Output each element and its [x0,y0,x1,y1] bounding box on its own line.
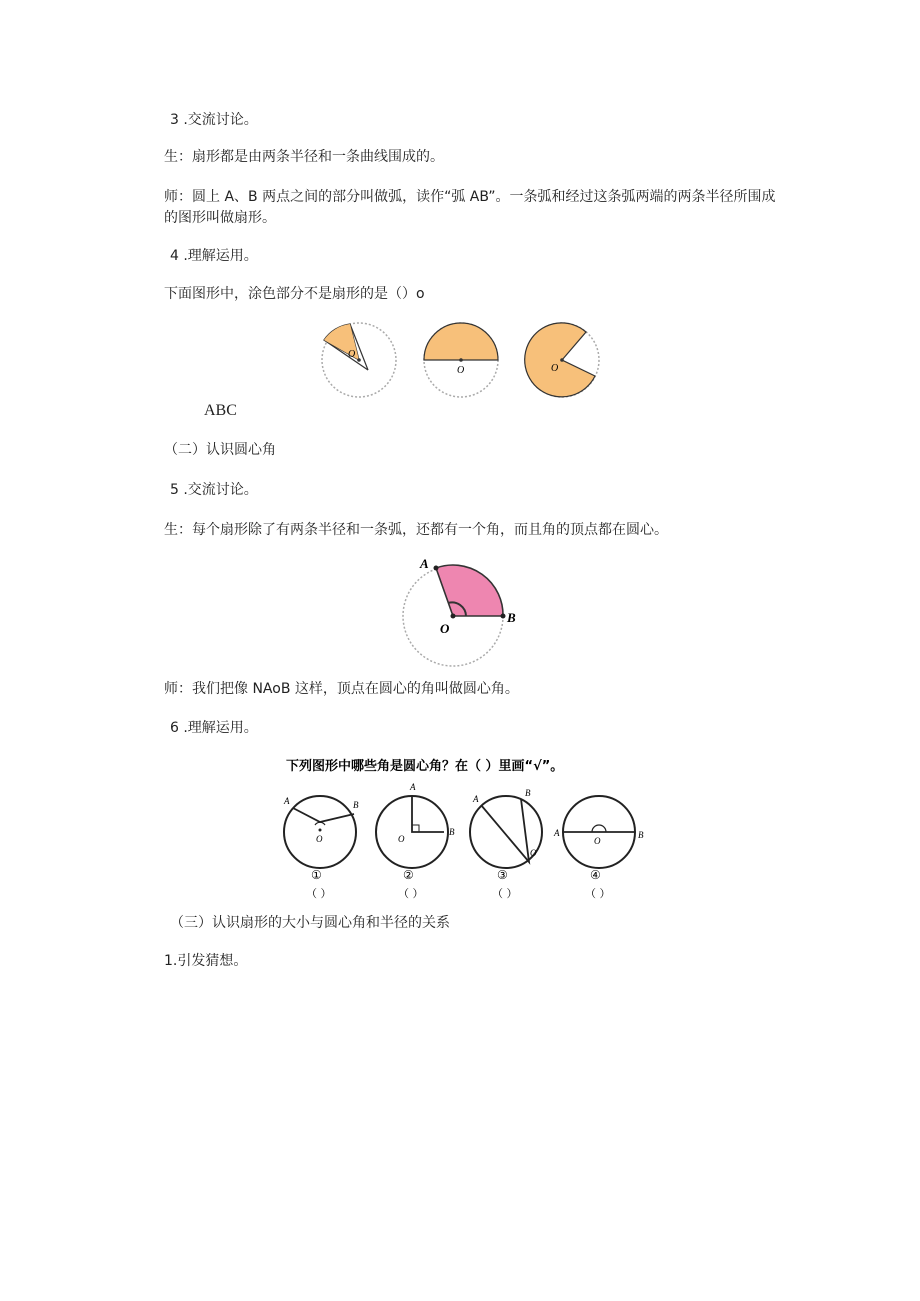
quiz-1-label-a: A [284,796,290,806]
section4-heading: 4 .理解运用。 [170,248,258,264]
quiz-4-label-b: B [638,830,644,840]
label-b: B [507,610,516,625]
quiz-angle-1 [293,808,354,822]
part2-heading: （二）认识圆心角 [164,442,276,458]
quiz-angle-2 [412,796,444,832]
section5-heading: 5 .交流讨论。 [170,482,258,498]
quiz-title: 下列图形中哪些角是圆心角？在（ ）里画“√”。 [286,759,564,774]
circle-c-shaded-sector [525,323,595,397]
quiz-circle-1 [284,796,356,868]
label-o: O [440,621,450,636]
circle-b-shaded-semicircle [424,323,498,360]
choice-options-label: ABC [204,402,237,419]
quiz-3-label-o: O [530,848,537,858]
quiz-3-number: ③ [497,868,508,882]
quiz-4-answer-paren[interactable]: （ ） [585,887,611,900]
quiz-4-label-o: O [594,836,601,846]
quiz-2-label-a: A [410,782,416,792]
circle-a-center-dot [357,358,361,362]
quiz-2-label-b: B [449,827,455,837]
quiz-3-label-a: A [473,794,479,804]
central-angle-figure [396,552,526,672]
teacher-statement-2: 师：我们把像 NAoB 这样，顶点在圆心的角叫做圆心角。 [164,681,519,697]
quiz-2-label-o: O [398,834,405,844]
item-1: 1.引发猜想。 [164,953,248,969]
circle-c-center-dot [560,358,564,362]
circle-b-center-label: O [457,365,465,376]
student-statement-1: 生：扇形都是由两条半径和一条曲线围成的。 [164,149,444,165]
part3-heading: （三）认识扇形的大小与圆心角和半径的关系 [170,915,450,931]
section3-heading: 3 .交流讨论。 [170,112,258,128]
quiz-4-label-a: A [554,828,560,838]
right-angle-marker [412,825,419,832]
quiz-1-answer-paren[interactable]: （ ） [306,887,332,900]
circle-b-center-dot [459,358,463,362]
quiz-center-dot-1 [319,829,322,832]
student-statement-2: 生：每个扇形除了有两条半径和一条弧，还都有一个角，而且角的顶点都在圆心。 [164,522,668,538]
quiz-3-label-b: B [525,788,531,798]
label-a: A [420,556,429,571]
pink-sector [436,565,503,616]
question-1: 下面图形中，涂色部分不是扇形的是（）o [164,286,425,302]
center-o-dot [451,614,456,619]
section6-heading: 6 .理解运用。 [170,720,258,736]
quiz-2-number: ② [403,868,414,882]
quiz-1-label-o: O [316,834,323,844]
circle-a-center-label: O [348,349,356,360]
central-angle-quiz-figure [276,750,656,906]
circle-c-center-label: O [551,363,559,374]
quiz-3-answer-paren[interactable]: （ ） [492,887,518,900]
quiz-4-number: ④ [590,868,601,882]
quiz-1-number: ① [311,868,322,882]
point-b-dot [501,614,506,619]
quiz-angle-3 [481,799,529,862]
teacher-statement-1: 师：圆上 A、B 两点之间的部分叫做弧，读作“弧 AB”。一条弧和经过这条弧两端的两条半径所围成的图形叫做扇形。 [164,189,776,226]
sector-choice-figure [310,316,610,406]
point-a-dot [434,566,439,571]
quiz-2-answer-paren[interactable]: （ ） [398,887,424,900]
quiz-1-label-b: B [353,800,359,810]
